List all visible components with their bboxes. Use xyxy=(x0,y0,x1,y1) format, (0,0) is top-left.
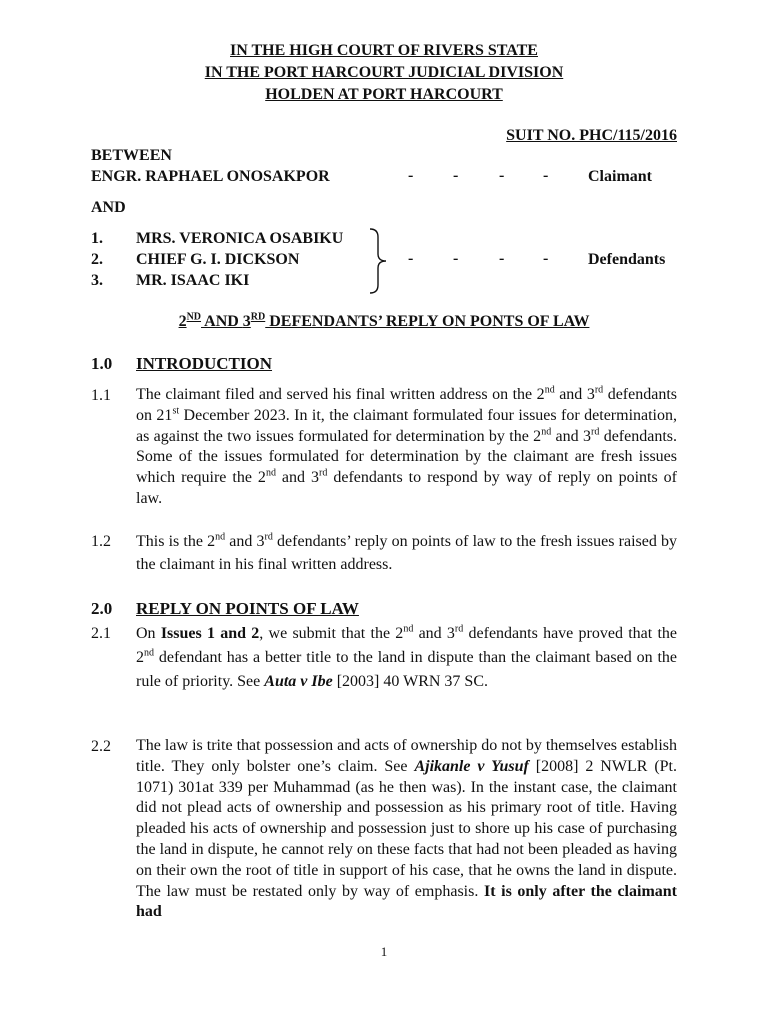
dash: - xyxy=(543,167,549,184)
text: and 3 xyxy=(413,625,455,642)
section-title: INTRODUCTION xyxy=(136,354,273,373)
text: and 3 xyxy=(551,427,591,445)
ordinal-suffix: nd xyxy=(215,531,226,543)
text: defendants’ reply on points of law to the fresh issues raised by the claimant in his final written address. xyxy=(136,533,677,573)
text: [2003] 40 WRN 37 SC. xyxy=(332,673,488,690)
ordinal-suffix: nd xyxy=(144,647,154,659)
dash: - xyxy=(543,250,549,267)
text: defendant has a better title to the land in dispute than the claimant based on the rule of priority. See xyxy=(136,649,677,690)
text: The claimant filed and served his final written address on the 2 xyxy=(136,386,545,403)
ordinal-suffix: nd xyxy=(403,623,414,635)
text: and 3 xyxy=(275,469,320,487)
ordinal-suffix: rd xyxy=(264,531,273,543)
defendant-number: 2. xyxy=(91,251,103,268)
dash: - xyxy=(499,250,505,267)
heading-ordinal: 3 xyxy=(242,313,251,330)
heading-ordinal-suffix: RD xyxy=(250,311,266,323)
paragraph-number: 2.1 xyxy=(91,625,111,642)
paragraph-number: 1.1 xyxy=(91,387,111,404)
text: , we submit that the 2 xyxy=(259,625,404,642)
text: The law is trite that possession and acts of ownership do not by themselves establish title. They only bolster one’s claim. See xyxy=(136,737,677,775)
text: [2008] 2 NWLR (Pt. 1071) 301at 339 per Muhammad (as he then was). In the instant case, the claimant did not plead acts of ownership and possession as his primary root of title. Having pleaded his acts of ownership and possession just to shore up his case of purchasing the land in dispute, he cannot rely on these facts that had not been pleaded as having on their own the root of title in support of his case, that he owns the land in dispute. The law must be restated only by way of emphasis. xyxy=(136,757,677,900)
paragraph-1-2 xyxy=(136,530,677,576)
defendant-number: 1. xyxy=(91,230,103,247)
defendant-number: 3. xyxy=(91,272,103,289)
ordinal-suffix: nd xyxy=(544,384,555,396)
ordinal-suffix: st xyxy=(172,405,180,417)
text: defendants have proved that the 2 xyxy=(136,625,678,666)
section-number: 1.0 xyxy=(91,354,113,373)
paragraph-2-2 xyxy=(136,736,677,923)
court-title-line-3: HOLDEN AT PORT HARCOURT xyxy=(265,86,503,103)
text: and 3 xyxy=(554,386,595,403)
ordinal-suffix: rd xyxy=(594,384,604,396)
document-heading xyxy=(0,312,768,332)
claimant-role: Claimant xyxy=(588,168,652,185)
section-title: REPLY ON POINTS OF LAW xyxy=(136,599,359,618)
dash: - xyxy=(408,250,414,267)
ordinal-suffix: rd xyxy=(319,467,328,479)
paragraph-number: 2.2 xyxy=(91,738,111,755)
ordinal-suffix: nd xyxy=(541,426,552,438)
text: This is the 2 xyxy=(136,533,216,550)
between-label: BETWEEN xyxy=(91,147,172,164)
case-citation: Ajikanle v Yusuf xyxy=(414,757,529,775)
text: defendants to respond by way of reply on points of law. xyxy=(136,469,678,507)
heading-ordinal: 2 xyxy=(178,313,187,330)
dash: - xyxy=(453,250,459,267)
page-number: 1 xyxy=(380,944,388,959)
issue-reference: Issues 1 and 2 xyxy=(160,625,260,642)
curly-brace-icon xyxy=(368,227,390,295)
heading-ordinal-suffix: ND xyxy=(186,311,202,323)
paragraph-number: 1.2 xyxy=(91,533,111,550)
defendant-name: CHIEF G. I. DICKSON xyxy=(136,251,300,268)
court-title-line-1: IN THE HIGH COURT OF RIVERS STATE xyxy=(230,42,538,59)
text: and 3 xyxy=(225,533,265,550)
text: On xyxy=(136,625,161,642)
and-label: AND xyxy=(91,199,126,216)
heading-text: AND xyxy=(201,313,243,330)
defendant-name: MRS. VERONICA OSABIKU xyxy=(136,230,344,247)
court-title-line-2: IN THE PORT HARCOURT JUDICIAL DIVISION xyxy=(204,64,564,81)
text: December 2023. In it, the claimant formulated four issues for determination, as against the two issues formulated for determination by the 2 xyxy=(136,406,678,445)
text: defendants. Some of the issues formulated for determination by the claimant are fresh issues which require the 2 xyxy=(136,427,677,487)
emphasis-text: It is only after the claimant had xyxy=(136,882,678,921)
paragraph-2-1 xyxy=(136,622,677,694)
ordinal-suffix: rd xyxy=(591,426,600,438)
heading-text: DEFENDANTS’ REPLY ON PONTS OF LAW xyxy=(265,313,590,330)
claimant-name: ENGR. RAPHAEL ONOSAKPOR xyxy=(91,168,330,185)
defendants-role: Defendants xyxy=(588,251,666,268)
dash: - xyxy=(453,167,459,184)
dash: - xyxy=(408,167,414,184)
paragraph-1-1 xyxy=(136,385,677,510)
ordinal-suffix: nd xyxy=(265,467,276,479)
ordinal-suffix: rd xyxy=(454,623,464,635)
text: defendants on 21 xyxy=(136,386,677,424)
section-number: 2.0 xyxy=(91,599,113,618)
dash: - xyxy=(499,167,505,184)
case-citation: Auta v Ibe xyxy=(264,673,333,690)
suit-number: SUIT NO. PHC/115/2016 xyxy=(506,127,677,144)
defendant-name: MR. ISAAC IKI xyxy=(136,272,250,289)
